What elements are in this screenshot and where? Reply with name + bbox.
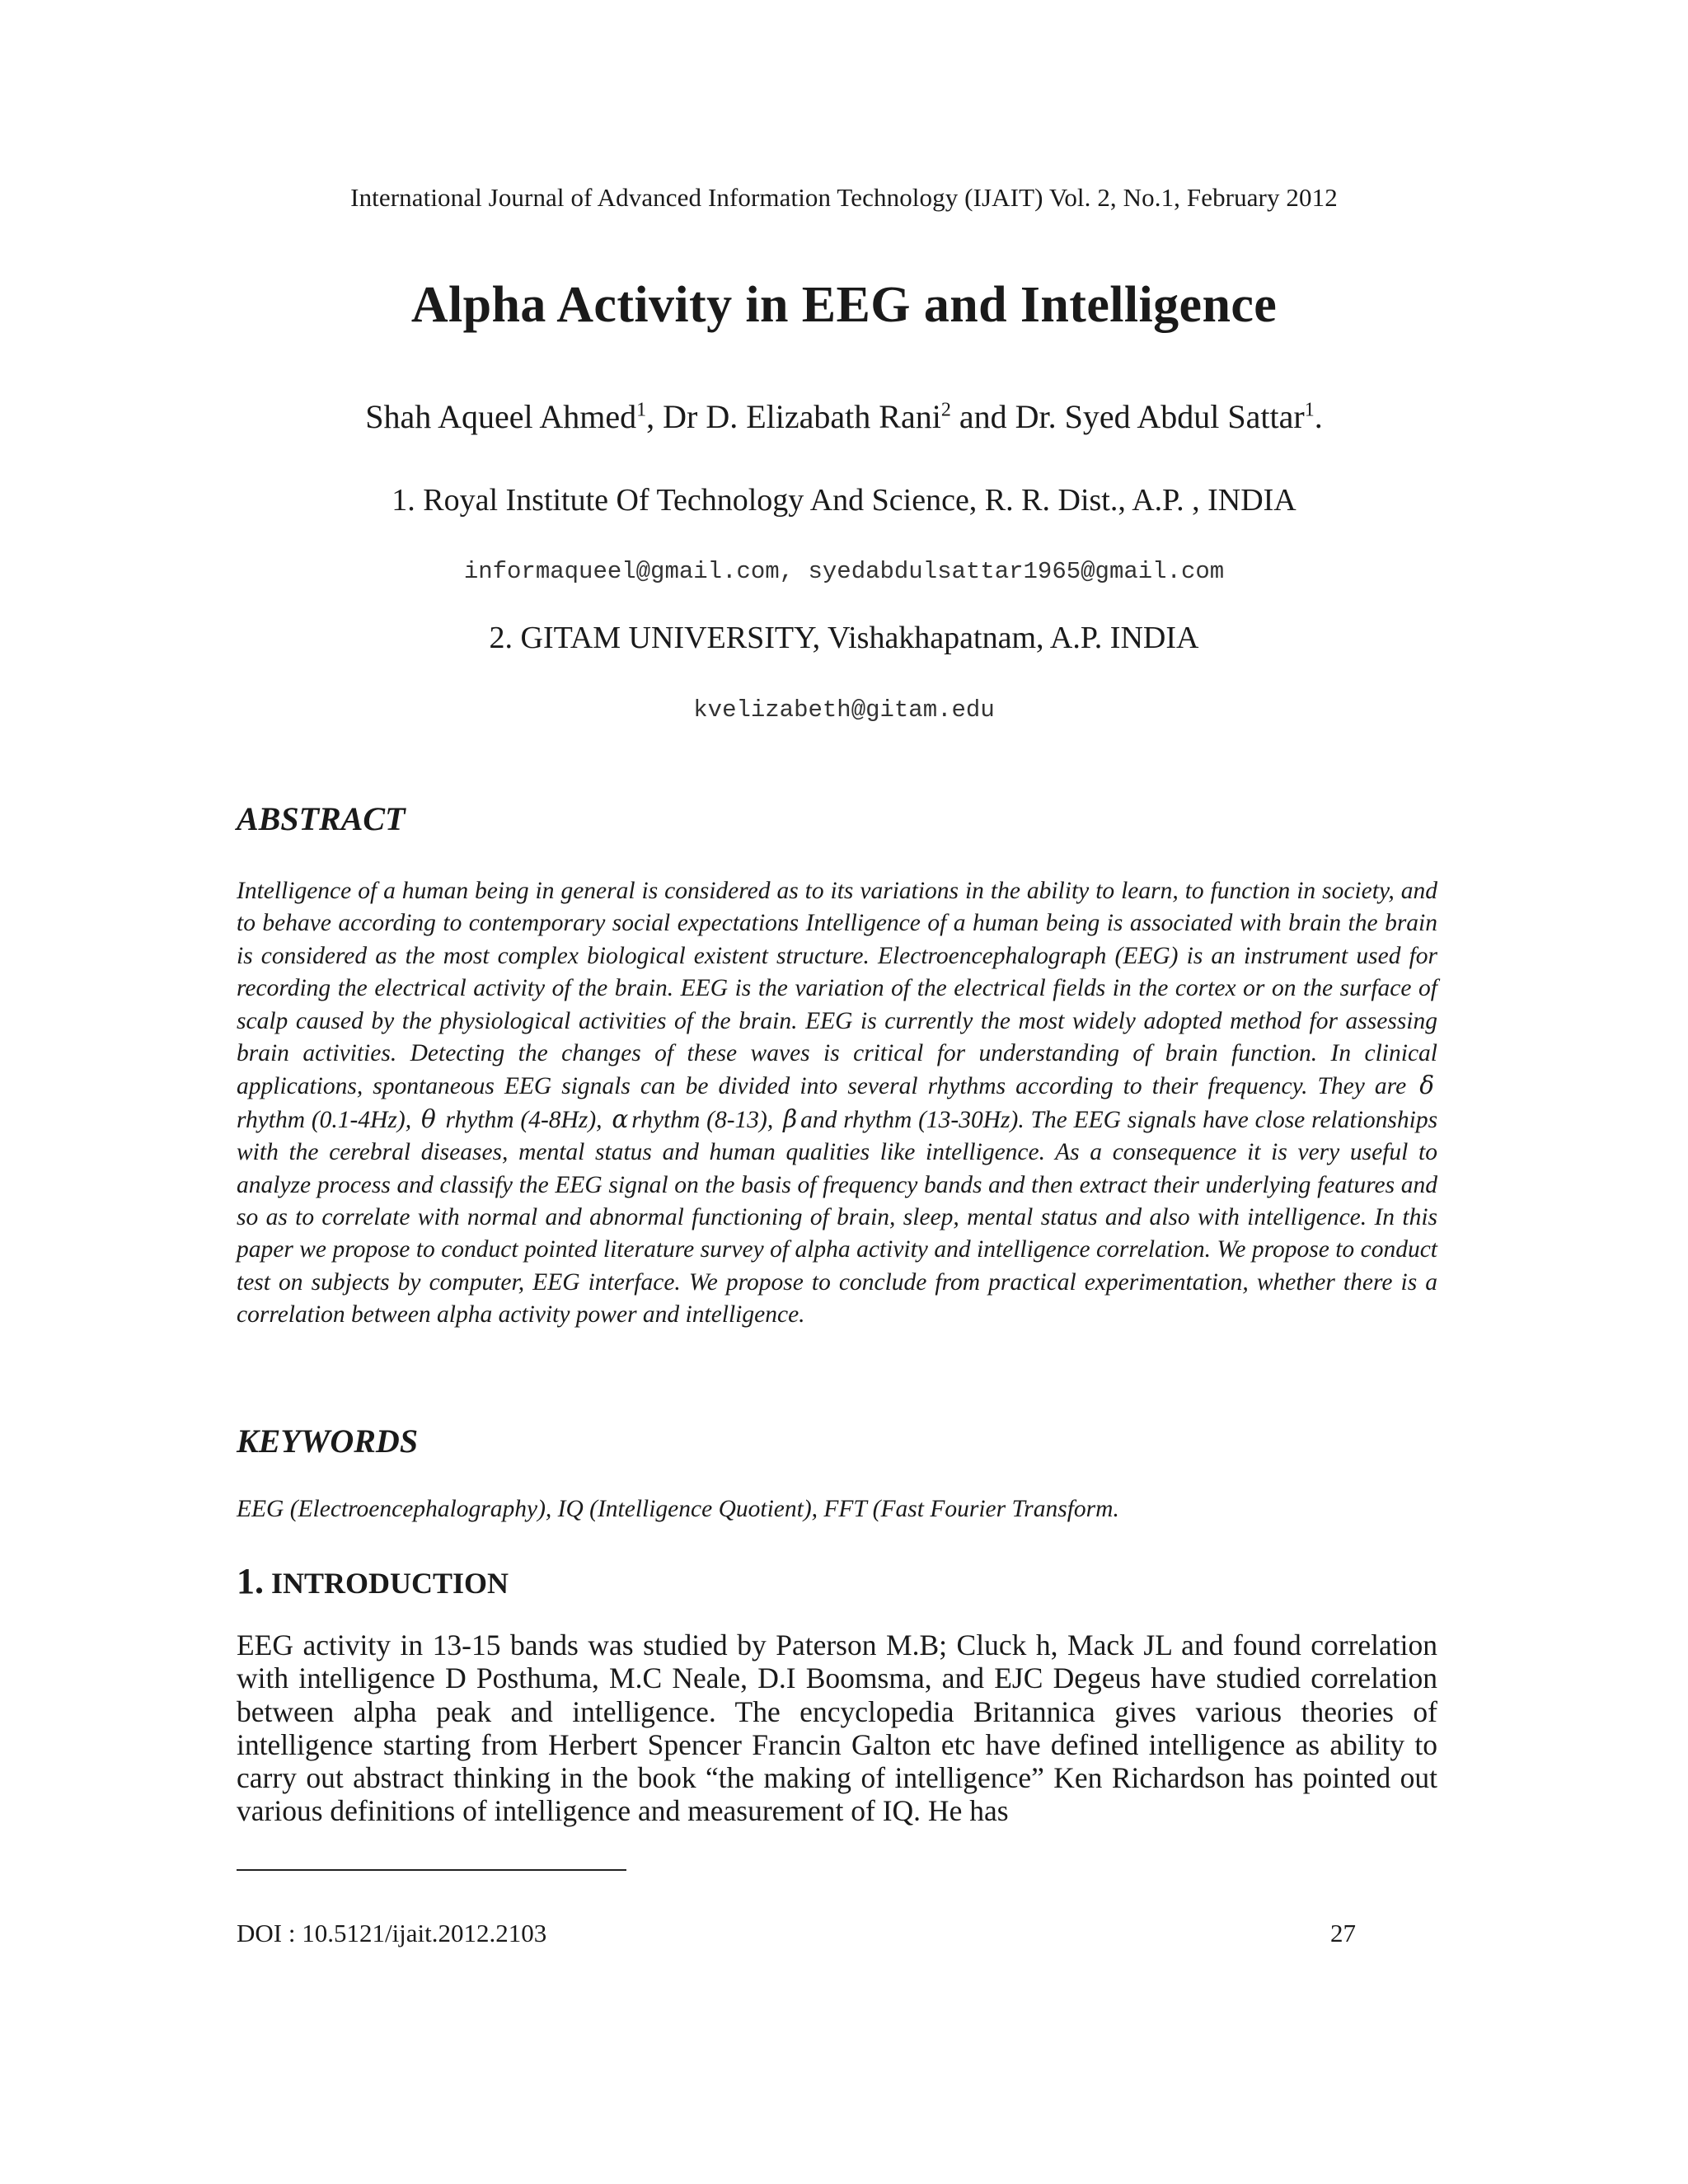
beta-symbol: β — [783, 1104, 798, 1133]
affiliation-marker: 1 — [1304, 399, 1315, 421]
paper-title: Alpha Activity in EEG and Intelligence — [410, 277, 1278, 333]
section-title: INTRODUCTION — [271, 1567, 509, 1600]
abstract-text — [237, 875, 1437, 1332]
affiliation-1: 1. Royal Institute Of Technology And Science, R. R. Dist., A.P. , INDIA — [392, 483, 1296, 518]
page-number: 27 — [1330, 1919, 1356, 1947]
doi: DOI : 10.5121/ijait.2012.2103 — [237, 1919, 547, 1947]
abstract-text-part: and rhythm (13-30Hz). The EEG signals have close relationships with the cerebral diseases, mental status and human qualities like intelligence. As a consequence it is very useful to analyze process and classify the EEG signal on the basis of frequency bands and then extract their underlying features and so as to correlate with normal and abnormal functioning of brain, sleep, mental status and also with intelligence. In this paper we propose to conduct pointed literature survey of alpha activity and intelligence correlation. We propose to conduct test on subjects by computer, EEG interface. We propose to conclude from practical experimentation, whether there is a correlation between alpha activity power and intelligence. — [237, 1106, 1438, 1329]
abstract-text-part: rhythm (0.1-4Hz), — [237, 1106, 412, 1133]
author-line-end: . — [1314, 398, 1323, 435]
author-line — [0, 397, 1688, 436]
email-2: kvelizabeth@gitam.edu — [693, 696, 995, 724]
keywords-heading: KEYWORDS — [237, 1422, 419, 1460]
abstract-text-part: Intelligence of a human being in general is considered as to its variations in the ability to learn, to function in society, and to behave according to contemporary social expectations Intelligence of a human being is associated with brain the brain is considered as the most complex biological existent structure. Electroencephalograph (EEG) is an instrument used for recording the electrical activity of the brain. EEG is the variation of the electrical fields in the cortex or on the surface of scalp caused by the physiological activities of the brain. EEG is currently the most widely adopted method for assessing brain activities. Detecting the changes of these waves is critical for understanding of brain function. In clinical applications, spontaneous EEG signals can be divided into several rhythms according to their frequency. They are — [237, 878, 1437, 1100]
footnote-rule — [237, 1869, 626, 1871]
author-name: and Dr. Syed Abdul Sattar — [950, 398, 1305, 435]
section-number: 1. — [237, 1561, 264, 1601]
abstract-text-part: rhythm (8-13), — [631, 1106, 774, 1133]
introduction-text: EEG activity in 13-15 bands was studied by Paterson M.B; Cluck h, Mack JL and found correlation with intelligence D Posthuma, M.C Neale, D.I Boomsma, and EJC Degeus have studied correlation between alpha peak and intelligence. The encyclopedia Britannica gives various theories of intelligence starting from Herbert Spencer Francin Galton etc have defined intelligence as ability to carry out abstract thinking in the book “the making of intelligence” Ken Richardson has pointed out various definitions of intelligence and measurement of IQ. He has — [237, 1629, 1437, 1828]
keywords-text: EEG (Electroencephalography), IQ (Intelligence Quotient), FFT (Fast Fourier Transform. — [237, 1496, 1119, 1522]
affiliation-marker: 1 — [636, 399, 647, 421]
abstract-heading: ABSTRACT — [237, 800, 406, 837]
abstract-text-part: rhythm (4-8Hz), — [445, 1106, 603, 1133]
introduction-heading — [237, 1560, 509, 1602]
affiliation-2: 2. GITAM UNIVERSITY, Vishakhapatnam, A.P. INDIA — [489, 621, 1199, 655]
journal-header: International Journal of Advanced Information Technology (IJAIT) Vol. 2, No.1, February 2012 — [350, 183, 1338, 212]
delta-symbol: δ — [1419, 1071, 1434, 1100]
alpha-symbol: α — [612, 1104, 629, 1133]
author-name: , Dr D. Elizabath Rani — [646, 398, 941, 435]
email-1: informaqueel@gmail.com, syedabdulsattar1965@gmail.com — [463, 558, 1225, 585]
author-name: Shah Aqueel Ahmed — [365, 398, 637, 435]
theta-symbol: θ — [420, 1104, 436, 1133]
affiliation-marker: 2 — [940, 399, 951, 421]
